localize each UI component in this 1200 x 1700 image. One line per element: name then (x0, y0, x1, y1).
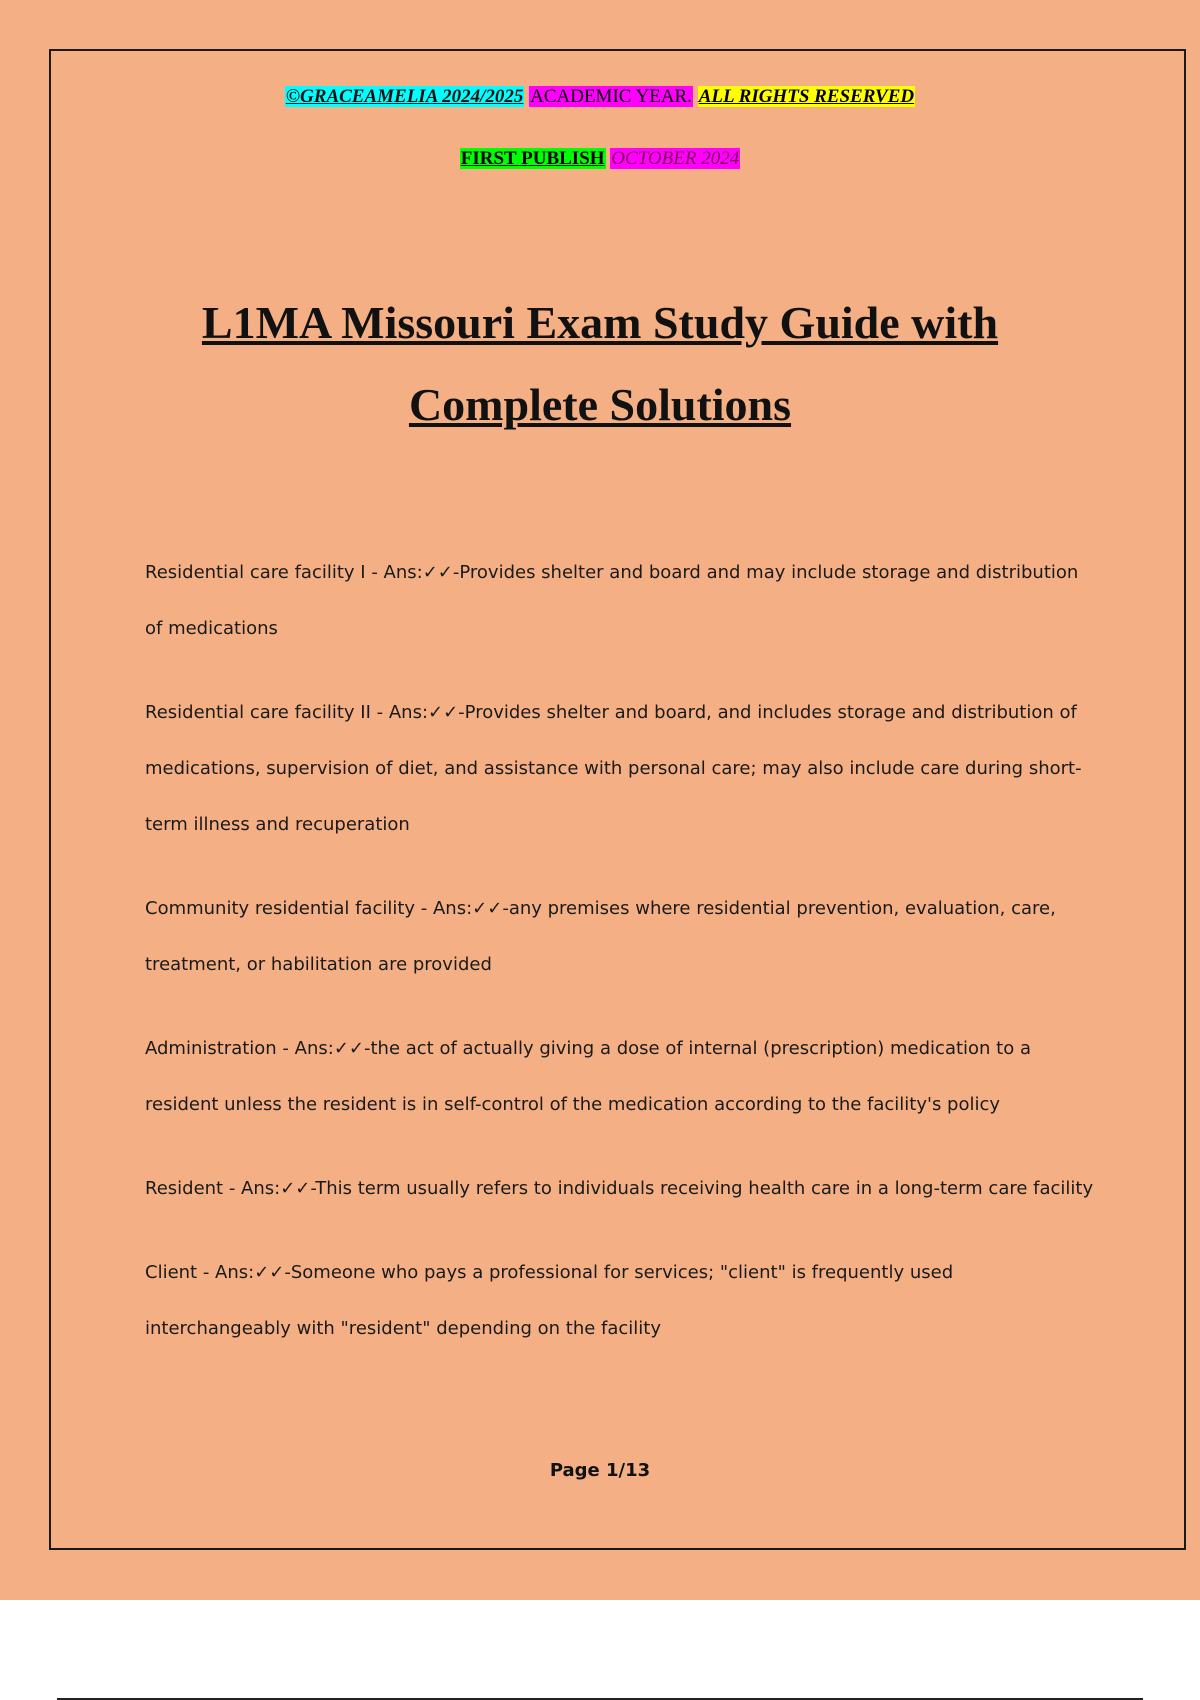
document-title (0, 282, 1200, 446)
copyright-line (0, 84, 1200, 110)
rights-reserved-text: ALL RIGHTS RESERVED (698, 86, 915, 107)
qa-entry: Resident - Ans:✓✓-This term usually refers to individuals receiving health care in a long-term care facility (145, 1178, 1094, 1199)
qa-entry: Administration - Ans:✓✓-the act of actually giving a dose of internal (prescription) medication to a resident unless the resident is in self-control of the medication according to the facility's policy (145, 1038, 1032, 1115)
copyright-text: ©GRACEAMELIA 2024/2025 (285, 86, 524, 107)
qa-entries (145, 545, 1095, 1385)
page-number: Page 1/13 (549, 1460, 651, 1481)
title-line-2: Complete Solutions (408, 379, 792, 430)
qa-entry: Client - Ans:✓✓-Someone who pays a professional for services; "client" is frequently used interchangeably with "resident" depending on the facility (145, 1262, 954, 1339)
qa-entry: Residential care facility II - Ans:✓✓-Provides shelter and board, and includes storage and distribution of medications, supervision of diet, and assistance with personal care; may also include care during short-term illness and recuperation (145, 702, 1082, 835)
qa-entry: Community residential facility - Ans:✓✓-any premises where residential prevention, evaluation, care, treatment, or habilitation are provided (145, 898, 1056, 975)
publish-line (0, 146, 1200, 172)
academic-year-text: ACADEMIC YEAR. (530, 86, 692, 107)
qa-entry: Residential care facility I - Ans:✓✓-Provides shelter and board and may include storage and distribution of medications (145, 562, 1079, 639)
title-line-1: L1MA Missouri Exam Study Guide with (201, 297, 999, 348)
publish-date-text: OCTOBER 2024 (611, 148, 740, 169)
first-publish-text: FIRST PUBLISH (460, 148, 605, 169)
